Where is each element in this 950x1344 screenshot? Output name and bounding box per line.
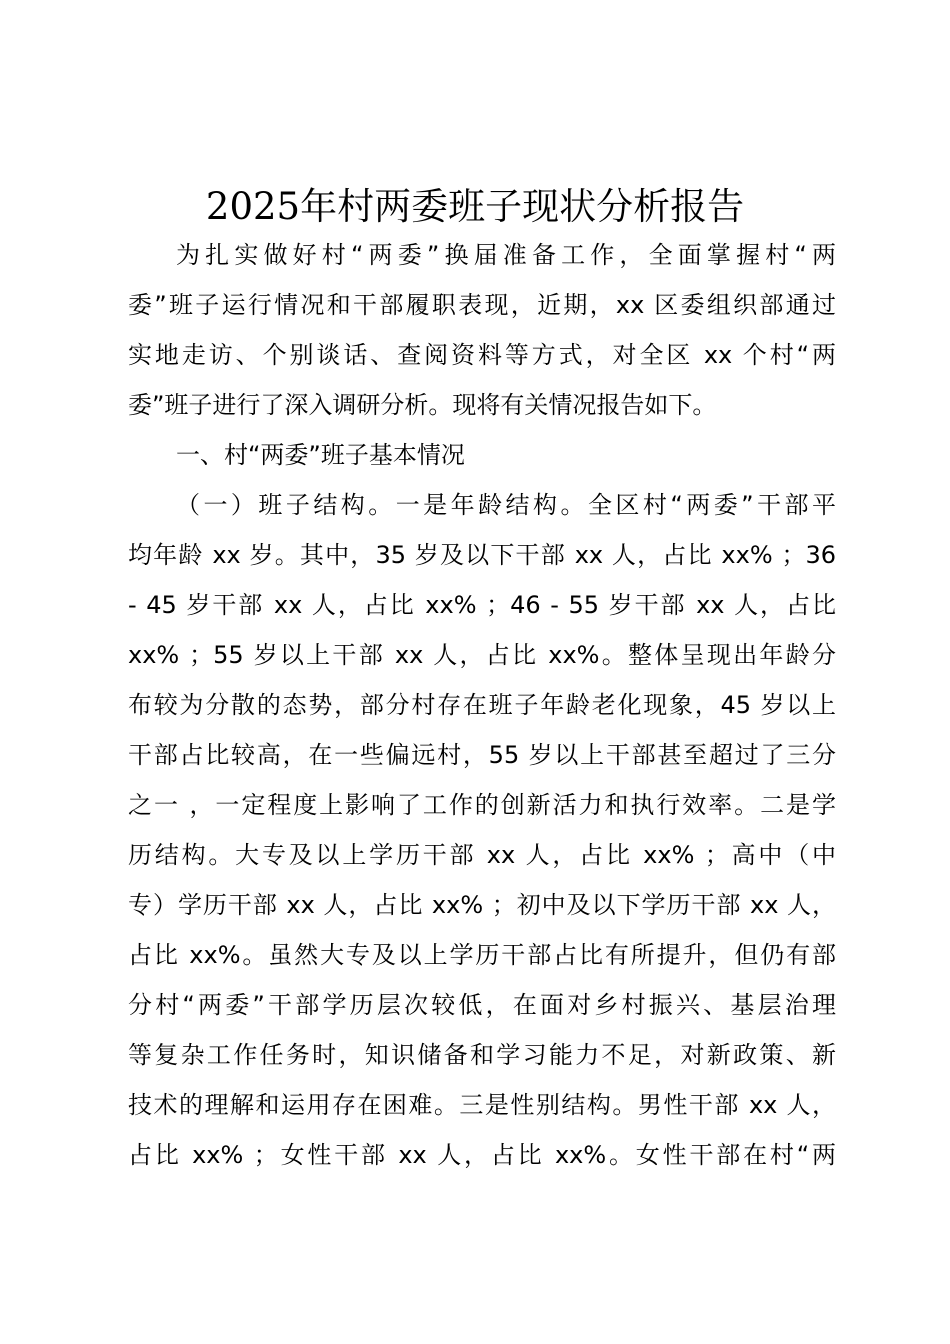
text-line: 委”班子进行了深入调研分析。现将有关情况报告如下。 [128,391,717,419]
text-line: 实地走访、个别谈话、查阅资料等方式，对全区 xx 个村“两 [128,341,836,369]
document-body [128,230,836,1180]
text-line: 干部占比较高，在一些偏远村，55 岁以上干部甚至超过了三分 [128,741,836,769]
text-line: 技术的理解和运用存在困难。三是性别结构。男性干部 xx 人， [128,1091,836,1119]
text-line: 为扎实做好村“两委”换届准备工作，全面掌握村“两 [176,241,836,269]
section-heading: 一、村“两委”班子基本情况 [176,441,465,469]
text-line: 专）学历干部 xx 人，占比 xx% ；初中及以下学历干部 xx 人， [128,891,836,919]
text-line: 等复杂工作任务时，知识储备和学习能力不足，对新政策、新 [128,1041,836,1069]
text-line: 占比 xx%。虽然大专及以上学历干部占比有所提升，但仍有部 [128,941,836,969]
text-line: （一）班子结构。一是年龄结构。全区村“两委”干部平 [176,491,836,519]
text-line: xx% ；55 岁以上干部 xx 人，占比 xx%。整体呈现出年龄分 [128,641,836,669]
text-line: 分村“两委”干部学历层次较低，在面对乡村振兴、基层治理 [128,991,836,1019]
text-line: 委”班子运行情况和干部履职表现，近期，xx 区委组织部通过 [128,291,836,319]
text-line: 布较为分散的态势，部分村存在班子年龄老化现象，45 岁以上 [128,691,836,719]
text-line: - 45 岁干部 xx 人，占比 xx% ；46 - 55 岁干部 xx 人，占比 [128,591,836,619]
document-title: 2025年村两委班子现状分析报告 [205,185,745,228]
text-line: 均年龄 xx 岁。其中，35 岁及以下干部 xx 人，占比 xx% ；36 [128,541,836,569]
text-line: 之一 ，一定程度上影响了工作的创新活力和执行效率。二是学 [128,791,836,819]
text-line: 历结构。大专及以上学历干部 xx 人，占比 xx% ；高中（中 [128,841,836,869]
text-line: 占比 xx% ；女性干部 xx 人，占比 xx%。女性干部在村“两 [128,1141,836,1169]
